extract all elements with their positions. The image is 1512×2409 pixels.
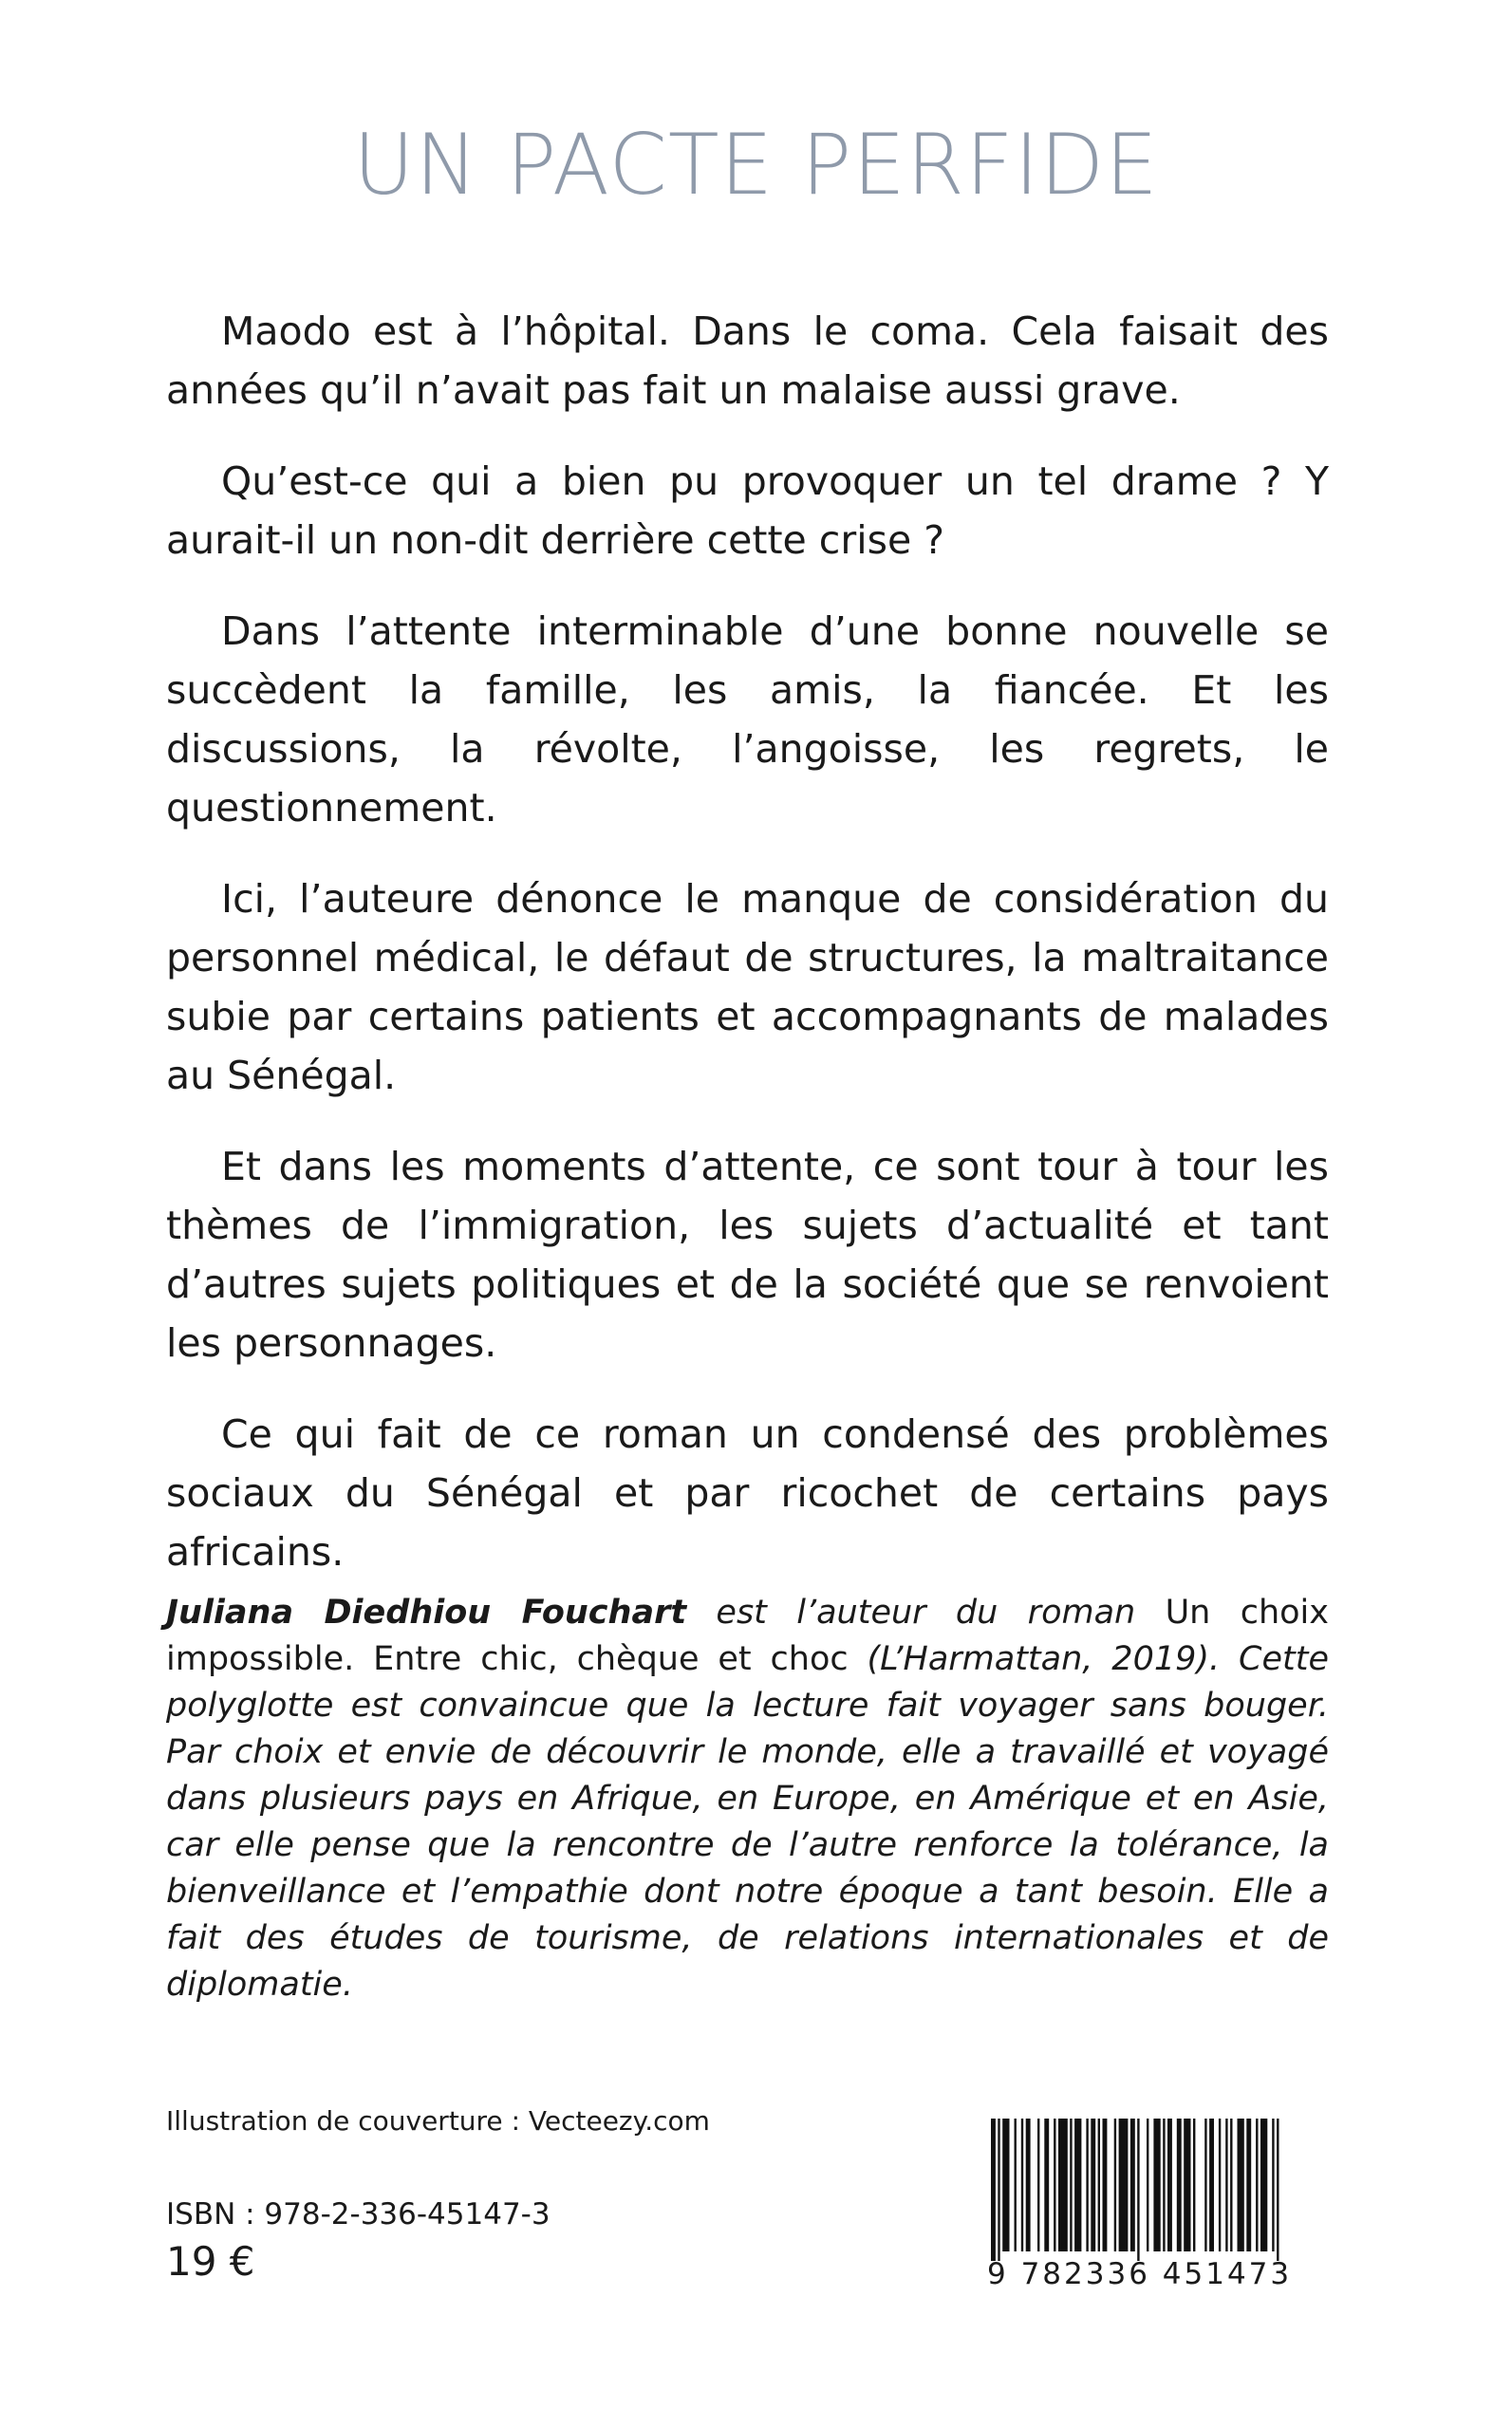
barcode-bar — [1015, 2119, 1017, 2251]
barcode-bar — [1193, 2119, 1195, 2251]
barcode-digits: 9 782336 451473 — [987, 2257, 1293, 2291]
barcode-bar — [1184, 2119, 1190, 2251]
barcode-bar — [1272, 2119, 1274, 2251]
barcode-bar — [1037, 2119, 1039, 2251]
blurb-paragraph: Dans l’attente interminable d’une bonne nouvelle se succèdent la famille, les amis, la fiancée. Et les discussions, la révolte, l’angoisse, les regrets, le questionnement. — [166, 608, 1329, 831]
barcode-bar — [1002, 2119, 1009, 2251]
book-title: UN PACTE PERFIDE — [353, 116, 1159, 214]
blurb-paragraph: Qu’est-ce qui a bien pu provoquer un tel drame ? Y aurait-il un non-dit derrière cette crise ? — [166, 458, 1329, 563]
barcode-bar — [1098, 2119, 1100, 2251]
barcode-bar — [1277, 2119, 1279, 2261]
barcode-bar — [1204, 2119, 1206, 2251]
barcode-bar — [1137, 2119, 1139, 2261]
blurb-paragraph: Maodo est à l’hôpital. Dans le coma. Cela faisait des années qu’il n’avait pas fait un malaise aussi grave. — [166, 308, 1329, 413]
blurb-paragraph: Et dans les moments d’attente, ce sont tour à tour les thèmes de l’immigration, les sujets d’actualité et tant d’autres sujets politiques et de la société que se renvoient les personnages. — [166, 1144, 1329, 1366]
barcode-bar — [1238, 2119, 1244, 2251]
barcode-bar — [1044, 2119, 1049, 2251]
previous-book-title: Un choix impossible. Entre chic, chèque et choc — [166, 1594, 1329, 1678]
barcode-bar — [1021, 2119, 1023, 2251]
bio-intro: est l’auteur du roman — [686, 1594, 1166, 1632]
barcode-bar — [1119, 2119, 1129, 2251]
barcode-bar — [1260, 2119, 1267, 2251]
illustration-credit: Illustration de couverture : Vecteezy.com — [166, 2105, 710, 2137]
barcode-bar — [991, 2119, 996, 2261]
barcode-bar — [1058, 2119, 1068, 2251]
blurb — [166, 302, 1329, 1614]
barcode-bars — [985, 2119, 1308, 2261]
barcode-bar — [1225, 2119, 1227, 2251]
barcode-bar — [1246, 2119, 1251, 2251]
barcode-bar — [1153, 2119, 1160, 2251]
barcode-bar — [1177, 2119, 1182, 2251]
barcode-bar — [1054, 2119, 1055, 2251]
barcode-bar — [1026, 2119, 1031, 2251]
author-name: Juliana Diedhiou Fouchart — [166, 1594, 687, 1632]
barcode-bar — [1103, 2119, 1108, 2251]
barcode-bar — [1209, 2119, 1214, 2251]
blurb-paragraph: Ce qui fait de ce roman un condensé des problèmes sociaux du Sénégal et par ricochet de certains pays africains. — [166, 1411, 1329, 1575]
barcode-bar — [1086, 2119, 1088, 2251]
bio-text: (L’Harmattan, 2019). Cette polyglotte est convaincue que la lecture fait voyager sans bouger. Par choix et envie de découvrir le monde, elle a travaillé et voyagé dans plusieurs pays en Afrique, en Europe, en Amérique et en Asie, car elle pense que la rencontre de l’autre renforce la tolérance, la bienveillance et l’empathie dont notre époque a tant besoin. Elle a fait des études de tourisme, de relations internationales et de diplomatie. — [166, 1640, 1329, 2004]
barcode-bar — [1091, 2119, 1095, 2251]
barcode-bar — [1074, 2119, 1081, 2251]
barcode-bar — [1130, 2119, 1135, 2251]
barcode-bar — [1070, 2119, 1072, 2251]
barcode-bar — [998, 2119, 999, 2261]
barcode-bar — [1256, 2119, 1258, 2251]
barcode-bar — [1163, 2119, 1165, 2251]
barcode-bar — [1230, 2119, 1232, 2251]
barcode-bar — [1167, 2119, 1172, 2251]
barcode-bar — [1147, 2119, 1148, 2251]
barcode-bar — [1219, 2119, 1221, 2251]
blurb-paragraph: Ici, l’auteure dénonce le manque de considération du personnel médical, le défaut de structures, la maltraitance subie par certains patients et accompagnants de malades au Sénégal. — [166, 876, 1329, 1098]
price: 19 € — [166, 2238, 255, 2285]
isbn: ISBN : 978-2-336-45147-3 — [166, 2197, 551, 2232]
barcode-bar — [1114, 2119, 1116, 2251]
author-bio — [166, 1590, 1329, 2008]
